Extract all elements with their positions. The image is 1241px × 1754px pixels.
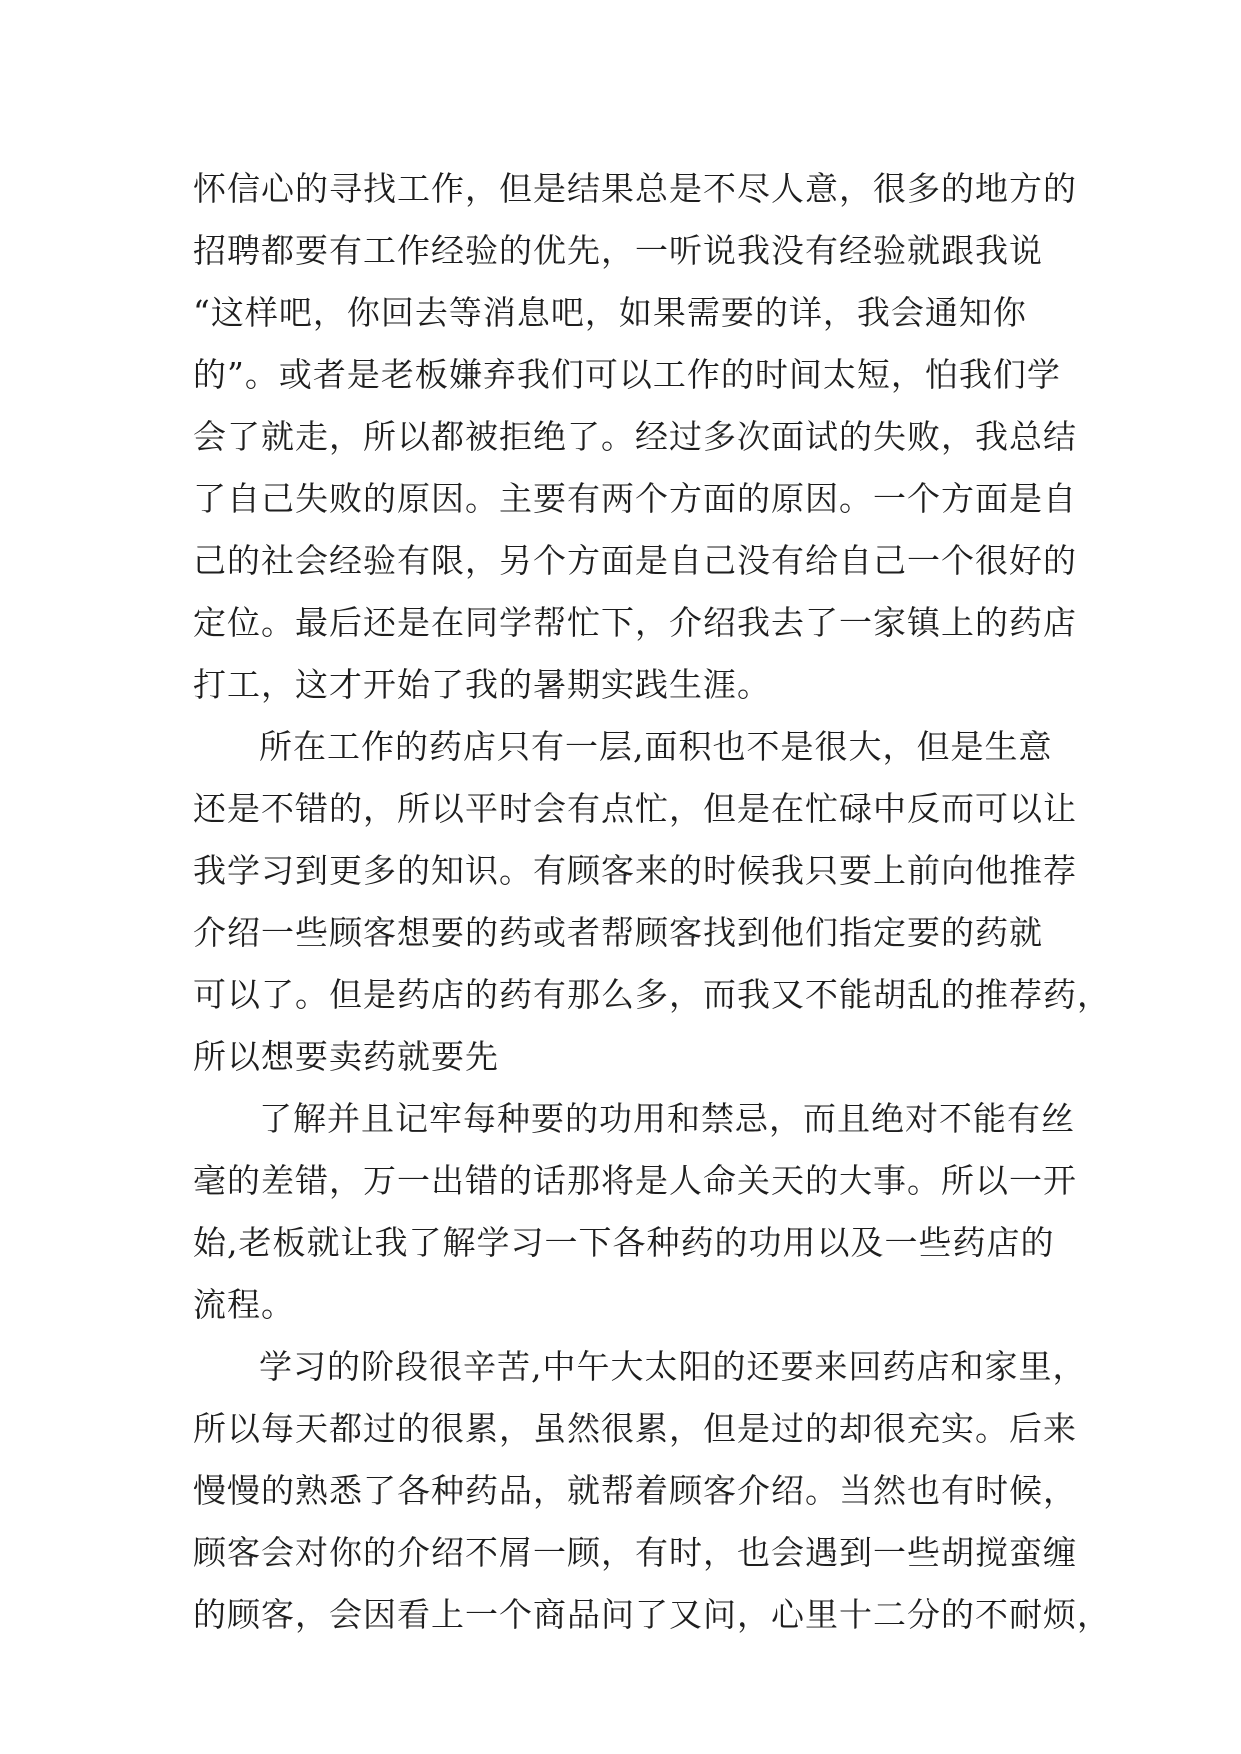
text-line: 介绍一些顾客想要的药或者帮顾客找到他们指定要的药就	[193, 913, 1043, 952]
text-line: 招聘都要有工作经验的优先，一听说我没有经验就跟我说	[193, 231, 1043, 270]
text-line: 可以了。但是药店的药有那么多，而我又不能胡乱的推荐药，	[193, 975, 1111, 1014]
text-line: 慢慢的熟悉了各种药品，就帮着顾客介绍。当然也有时候，	[193, 1471, 1077, 1510]
text-line: 所以每天都过的很累，虽然很累，但是过的却很充实。后来	[193, 1409, 1077, 1448]
paragraph-first-line: 了解并且记牢每种要的功用和禁忌，而且绝对不能有丝	[259, 1099, 1075, 1138]
text-line: 定位。最后还是在同学帮忙下，介绍我去了一家镇上的药店	[193, 603, 1077, 642]
text-line: 怀信心的寻找工作，但是结果总是不尽人意，很多的地方的	[193, 169, 1077, 208]
text-line: 还是不错的，所以平时会有点忙，但是在忙碌中反而可以让	[193, 789, 1077, 828]
text-line: 毫的差错，万一出错的话那将是人命关天的大事。所以一开	[193, 1161, 1077, 1200]
text-line: 己的社会经验有限，另个方面是自己没有给自己一个很好的	[193, 541, 1077, 580]
text-line: 的”。或者是老板嫌弃我们可以工作的时间太短，怕我们学	[193, 355, 1061, 394]
text-line: 流程。	[193, 1285, 295, 1324]
text-line: 所以想要卖药就要先	[193, 1037, 499, 1076]
body-text	[193, 158, 1111, 1646]
text-line: 打工，这才开始了我的暑期实践生涯。	[193, 665, 771, 704]
paragraph-first-line: 学习的阶段很辛苦,中午大太阳的还要来回药店和家里，	[259, 1347, 1087, 1386]
text-line: 我学习到更多的知识。有顾客来的时候我只要上前向他推荐	[193, 851, 1077, 890]
text-line: 会了就走，所以都被拒绝了。经过多次面试的失败，我总结	[193, 417, 1077, 456]
text-line: 始,老板就让我了解学习一下各种药的功用以及一些药店的	[193, 1223, 1055, 1262]
text-line: 了自己失败的原因。主要有两个方面的原因。一个方面是自	[193, 479, 1077, 518]
text-line: 的顾客，会因看上一个商品问了又问，心里十二分的不耐烦，	[193, 1595, 1111, 1634]
paragraph-first-line: 所在工作的药店只有一层,面积也不是很大，但是生意	[259, 727, 1053, 766]
text-line: “这样吧，你回去等消息吧，如果需要的详，我会通知你	[193, 293, 1027, 332]
text-line: 顾客会对你的介绍不屑一顾，有时，也会遇到一些胡搅蛮缠	[193, 1533, 1077, 1572]
